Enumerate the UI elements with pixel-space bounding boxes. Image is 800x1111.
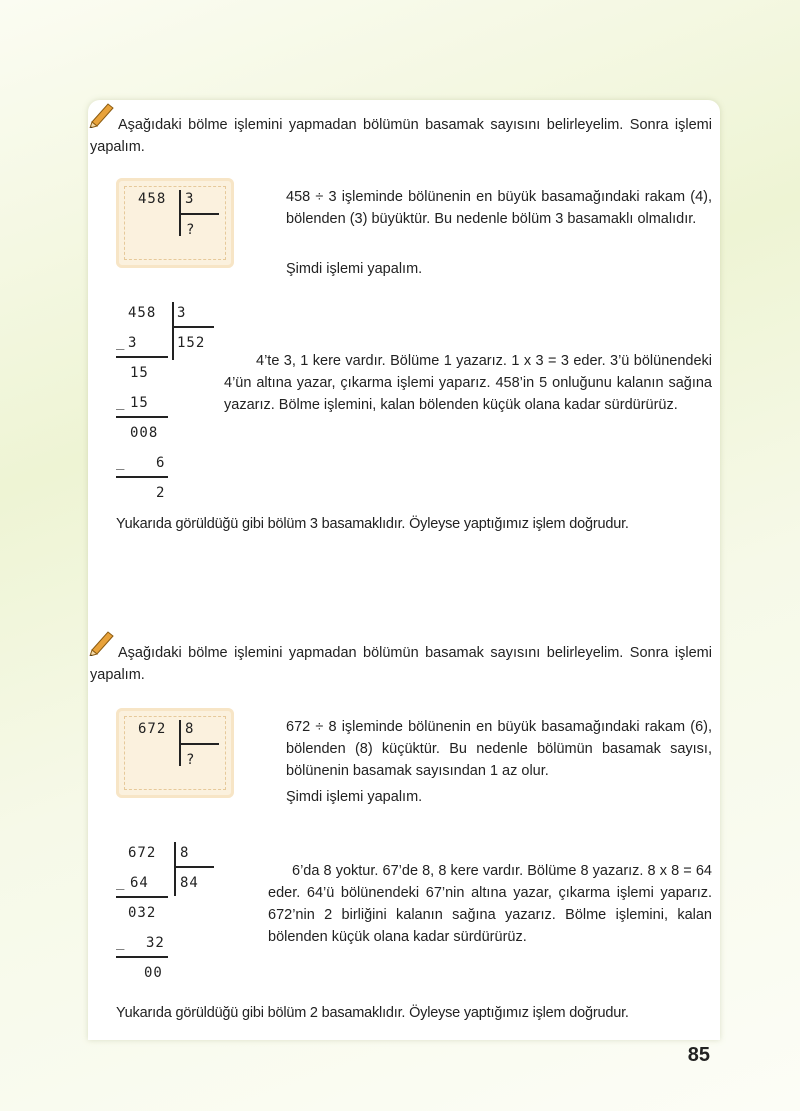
div-sub1: 64 (130, 875, 149, 891)
div-rem1: 032 (128, 905, 157, 921)
explanation-2: 672 ÷ 8 işleminde bölünenin en büyük basamağındaki rakam (6), bölenden (8) küçüktür. Bu nedenle bölümün basamak sayısı, bölünenin basamak sayısından 1 az olur. (286, 719, 712, 779)
steps-text-2: 6’da 8 yoktur. 67’de 8, 8 kere vardır. Bölüme 8 yazarız. 8 x 8 = 64 eder. 64’ü bölünendeki 67’nin altına yazar, çıkarma işlemi yaparız. 672’nin 2 birliğini kalanın sağına yazarız. Bölme işlemini, kalan bölenden küçük olana kadar sürdürürüz. (268, 863, 712, 945)
box-dividend: 458 (138, 191, 167, 207)
div-dividend: 672 (128, 845, 157, 861)
estimate-box-1 (116, 178, 234, 268)
div-sub2: 32 (146, 935, 165, 951)
div-dividend: 458 (128, 305, 157, 321)
minus-sign: _ (116, 394, 126, 410)
explanation-1: 458 ÷ 3 işleminde bölünenin en büyük basamağındaki rakam (4), bölenden (3) büyüktür. Bu nedenle bölüm 3 basamaklı olmalıdır. (286, 189, 712, 227)
intro-text-1: Aşağıdaki bölme işlemini yapmadan bölümün basamak sayısını belirleyelim. Sonra işlemi yapalım. (90, 117, 712, 155)
div-rem1: 15 (130, 365, 149, 381)
div-quotient: 152 (177, 335, 206, 351)
div-quotient: 84 (180, 875, 199, 891)
steps-text-1: 4’te 3, 1 kere vardır. Bölüme 1 yazarız. 1 x 3 = 3 eder. 3’ü bölünendeki 4’ün altına yazar, çıkarma işlemi yaparız. 458’in 5 onluğunu kalanın sağına yazarız. Bölme işlemini, kalan bölenden küçük olana kadar sürdürürüz. (224, 353, 712, 413)
minus-sign: _ (116, 334, 126, 350)
div-sub1: 3 (128, 335, 138, 351)
div-rem2: 008 (130, 425, 159, 441)
minus-sign: _ (116, 874, 126, 890)
div-divisor: 3 (177, 305, 187, 321)
page-number: 85 (687, 1044, 710, 1066)
minus-sign: _ (116, 934, 126, 950)
conclusion-1: Yukarıda görüldüğü gibi bölüm 3 basamaklıdır. Öyleyse yaptığımız işlem doğrudur. (116, 516, 629, 532)
conclusion-2: Yukarıda görüldüğü gibi bölüm 2 basamaklıdır. Öyleyse yaptığımız işlem doğrudur. (116, 1005, 629, 1021)
now-text-1: Şimdi işlemi yapalım. (286, 261, 423, 277)
div-divisor: 8 (180, 845, 190, 861)
div-sub2: 15 (130, 395, 149, 411)
estimate-box-2 (116, 708, 234, 798)
div-remainder: 00 (144, 965, 163, 981)
minus-sign: _ (116, 454, 126, 470)
box-quotient: ? (186, 222, 196, 238)
intro-text-2: Aşağıdaki bölme işlemini yapmadan bölümün basamak sayısını belirleyelim. Sonra işlemi yapalım. (90, 645, 712, 683)
now-text-2: Şimdi işlemi yapalım. (286, 789, 423, 805)
div-sub3: 6 (156, 455, 166, 471)
box-divisor: 3 (185, 191, 195, 207)
div-remainder: 2 (156, 485, 166, 501)
box-quotient: ? (186, 752, 196, 768)
box-divisor: 8 (185, 721, 195, 737)
box-dividend: 672 (138, 721, 167, 737)
